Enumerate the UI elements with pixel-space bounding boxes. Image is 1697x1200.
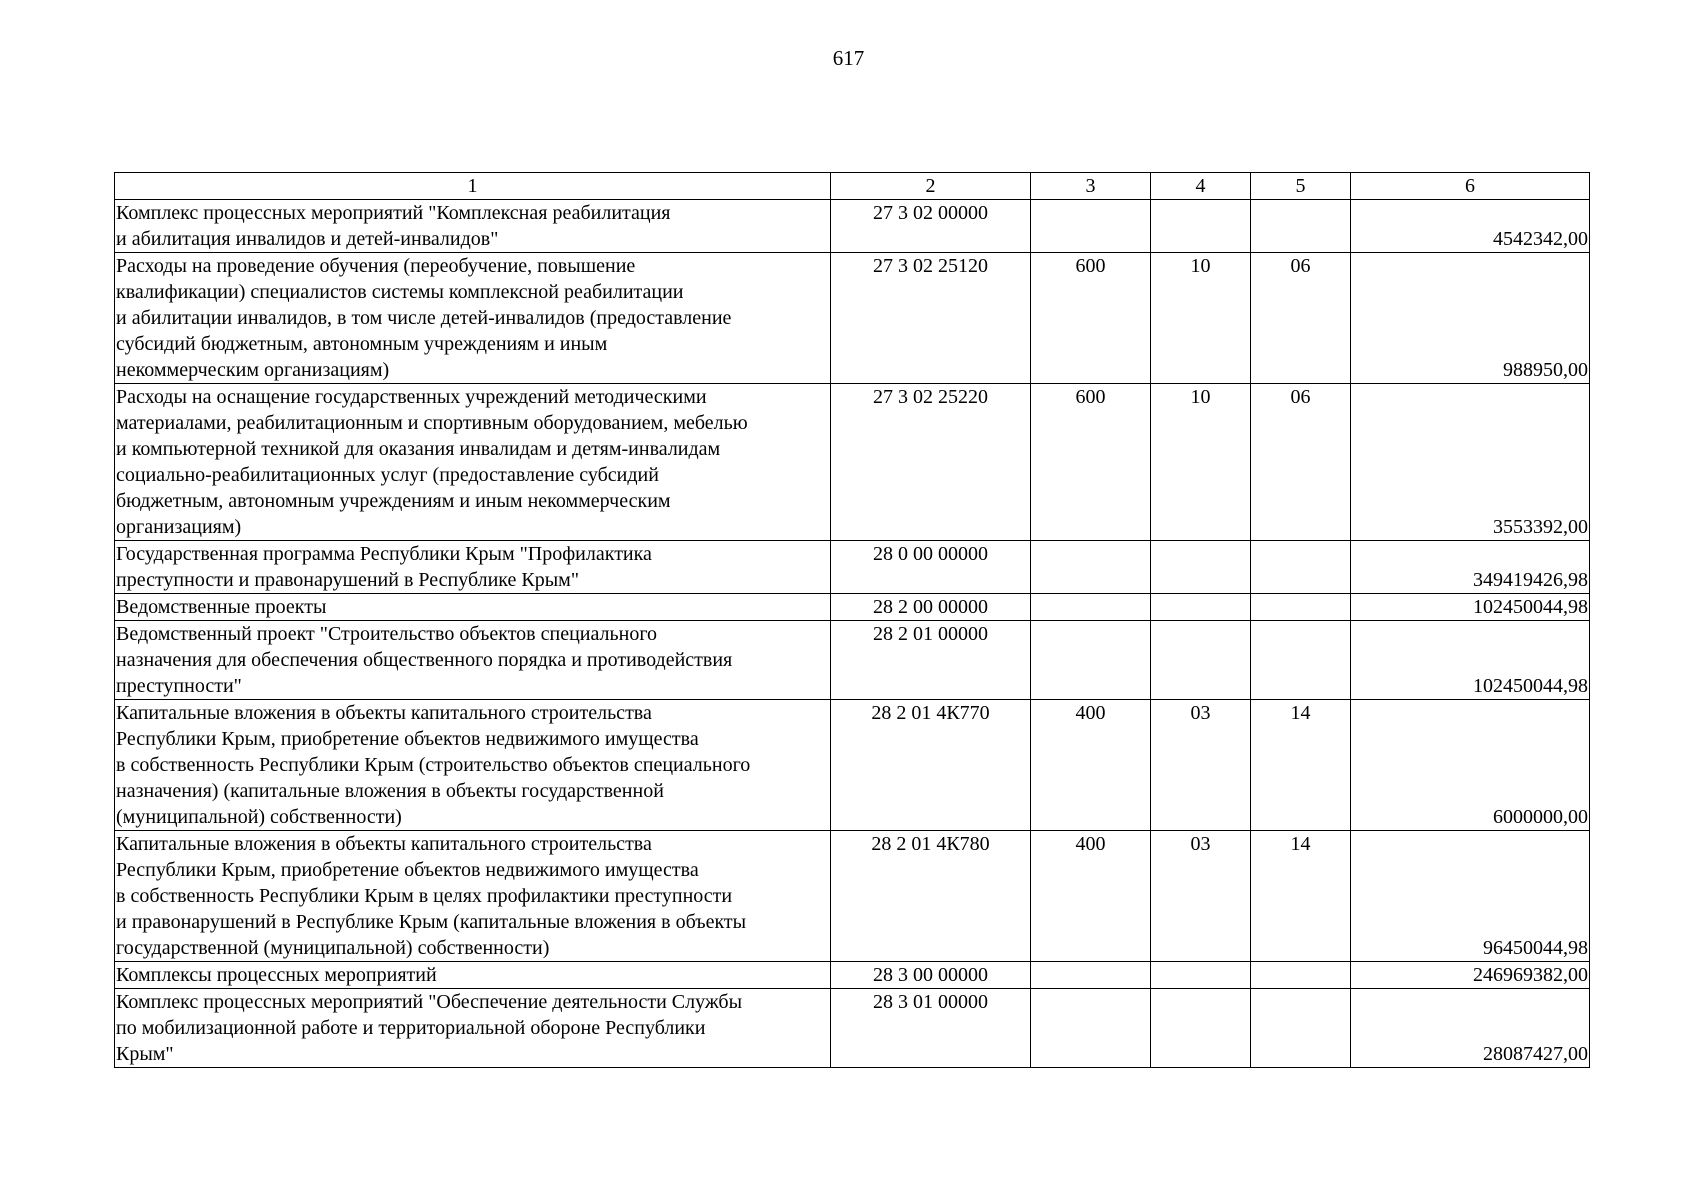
- row-expense-type-cell: [1031, 253, 1151, 384]
- row-code-cell: [831, 962, 1031, 989]
- row-expense-type-cell: [1031, 700, 1151, 831]
- header-cell: 4: [1151, 173, 1251, 200]
- row-expense-type-cell: [1031, 989, 1151, 1068]
- row-amount-cell: [1351, 621, 1590, 700]
- row-name-cell: [115, 541, 831, 594]
- table-row: [115, 700, 1590, 831]
- row-name-cell-text: Комплексы процессных мероприятий: [116, 964, 437, 986]
- header-cell: 5: [1251, 173, 1351, 200]
- row-name-cell-text: Ведомственный проект "Строительство объектов специального назначения для обеспечения общественного порядка и противодействия преступности": [116, 623, 733, 697]
- table-row: [115, 541, 1590, 594]
- row-subsection-cell: [1251, 200, 1351, 253]
- header-cell: 2: [831, 173, 1031, 200]
- table-row: [115, 989, 1590, 1068]
- row-code-cell-text: 27 3 02 25220: [873, 386, 988, 408]
- row-code-cell-text: 28 2 01 4К770: [871, 702, 990, 724]
- row-code-cell: [831, 621, 1031, 700]
- row-subsection-cell: [1251, 831, 1351, 962]
- row-subsection-cell: [1251, 700, 1351, 831]
- row-section-cell-text: 03: [1190, 702, 1211, 724]
- row-amount-cell-text: 102450044,98: [1473, 596, 1588, 618]
- row-amount-cell: [1351, 253, 1590, 384]
- row-code-cell: [831, 200, 1031, 253]
- row-expense-type-cell: [1031, 200, 1151, 253]
- row-name-cell-text: Комплекс процессных мероприятий "Комплексная реабилитация и абилитация инвалидов и детей-инвалидов": [116, 202, 671, 250]
- row-amount-cell-text: 102450044,98: [1473, 675, 1588, 697]
- row-code-cell-text: 28 3 01 00000: [873, 991, 988, 1013]
- row-section-cell: [1151, 962, 1251, 989]
- row-section-cell: [1151, 621, 1251, 700]
- header-cell: 1: [115, 173, 831, 200]
- row-amount-cell: [1351, 700, 1590, 831]
- budget-table: [114, 172, 1590, 1068]
- row-amount-cell-text: 988950,00: [1503, 359, 1588, 381]
- table-row: [115, 384, 1590, 541]
- row-name-cell: [115, 253, 831, 384]
- row-section-cell: [1151, 253, 1251, 384]
- row-section-cell: [1151, 200, 1251, 253]
- row-expense-type-cell: [1031, 541, 1151, 594]
- row-expense-type-cell: [1031, 594, 1151, 621]
- table-row: [115, 253, 1590, 384]
- row-subsection-cell: [1251, 962, 1351, 989]
- row-amount-cell-text: 246969382,00: [1473, 964, 1588, 986]
- row-code-cell-text: 28 3 00 00000: [873, 964, 988, 986]
- row-amount-cell: [1351, 541, 1590, 594]
- row-name-cell: [115, 200, 831, 253]
- row-name-cell-text: Капитальные вложения в объекты капитального строительства Республики Крым, приобретение объектов недвижимого имущества в собственность Республики Крым (строительство объектов специального назначения) (капитальные вложения в объекты государственной (муниципальной) собственности): [116, 702, 751, 828]
- row-section-cell-text: 10: [1190, 255, 1211, 277]
- row-amount-cell: [1351, 200, 1590, 253]
- row-section-cell: [1151, 700, 1251, 831]
- row-code-cell: [831, 700, 1031, 831]
- row-expense-type-cell: [1031, 621, 1151, 700]
- row-amount-cell-text: 4542342,00: [1493, 228, 1588, 250]
- row-expense-type-cell-text: 600: [1075, 255, 1106, 277]
- row-expense-type-cell: [1031, 962, 1151, 989]
- row-expense-type-cell: [1031, 831, 1151, 962]
- row-amount-cell-text: 3553392,00: [1493, 516, 1588, 538]
- table-row: [115, 594, 1590, 621]
- row-name-cell: [115, 594, 831, 621]
- row-amount-cell-text: 28087427,00: [1483, 1043, 1588, 1065]
- row-code-cell-text: 28 2 00 00000: [873, 596, 988, 618]
- table-row: [115, 621, 1590, 700]
- row-section-cell: [1151, 989, 1251, 1068]
- row-subsection-cell-text: 14: [1290, 702, 1311, 724]
- row-expense-type-cell-text: 400: [1075, 702, 1106, 724]
- row-name-cell: [115, 831, 831, 962]
- row-code-cell: [831, 831, 1031, 962]
- row-subsection-cell: [1251, 253, 1351, 384]
- row-code-cell-text: 28 0 00 00000: [873, 543, 988, 565]
- row-code-cell: [831, 541, 1031, 594]
- page-number: 617: [832, 46, 865, 70]
- header-cell: 6: [1351, 173, 1590, 200]
- row-code-cell-text: 28 2 01 4К780: [871, 833, 990, 855]
- row-name-cell-text: Капитальные вложения в объекты капитального строительства Республики Крым, приобретение объектов недвижимого имущества в собственность Республики Крым в целях профилактики преступности и правонарушений в Республике Крым (капитальные вложения в объекты государственной (муниципальной) собственности): [116, 833, 747, 959]
- row-section-cell-text: 03: [1190, 833, 1211, 855]
- row-name-cell: [115, 700, 831, 831]
- table-body: [115, 200, 1590, 1068]
- row-name-cell-text: Расходы на оснащение государственных учреждений методическими материалами, реабилитационным и спортивным оборудованием, мебелью и компьютерной техникой для оказания инвалидам и детям-инвалидам социально-реабилитационных услуг (предоставление субсидий бюджетным, автономным учреждениям и иным некоммерческим организациям): [116, 386, 748, 538]
- row-name-cell-text: Расходы на проведение обучения (переобучение, повышение квалификации) специалистов системы комплексной реабилитации и абилитации инвалидов, в том числе детей-инвалидов (предоставление субсидий бюджетным, автономным учреждениям и иным некоммерческим организациям): [116, 255, 732, 381]
- row-code-cell-text: 27 3 02 25120: [873, 255, 988, 277]
- table-row: [115, 200, 1590, 253]
- row-name-cell: [115, 989, 831, 1068]
- row-subsection-cell: [1251, 541, 1351, 594]
- row-section-cell: [1151, 541, 1251, 594]
- header-row: [115, 173, 1590, 200]
- row-amount-cell: [1351, 384, 1590, 541]
- row-expense-type-cell-text: 400: [1075, 833, 1106, 855]
- header-cell: 3: [1031, 173, 1151, 200]
- row-amount-cell-text: 6000000,00: [1493, 806, 1588, 828]
- row-code-cell-text: 27 3 02 00000: [873, 202, 988, 224]
- row-code-cell: [831, 989, 1031, 1068]
- row-amount-cell: [1351, 962, 1590, 989]
- row-subsection-cell: [1251, 621, 1351, 700]
- row-name-cell: [115, 621, 831, 700]
- row-expense-type-cell-text: 600: [1075, 386, 1106, 408]
- row-subsection-cell: [1251, 594, 1351, 621]
- row-amount-cell: [1351, 594, 1590, 621]
- row-code-cell: [831, 594, 1031, 621]
- row-code-cell: [831, 253, 1031, 384]
- row-subsection-cell-text: 06: [1290, 386, 1311, 408]
- table-row: [115, 962, 1590, 989]
- row-name-cell-text: Ведомственные проекты: [116, 596, 327, 618]
- row-subsection-cell-text: 06: [1290, 255, 1311, 277]
- row-name-cell: [115, 384, 831, 541]
- row-amount-cell-text: 96450044,98: [1483, 937, 1588, 959]
- table-row: [115, 831, 1590, 962]
- row-section-cell: [1151, 384, 1251, 541]
- row-subsection-cell: [1251, 989, 1351, 1068]
- row-subsection-cell: [1251, 384, 1351, 541]
- row-name-cell-text: Комплекс процессных мероприятий "Обеспечение деятельности Службы по мобилизационной работе и территориальной обороне Республики Крым": [116, 991, 743, 1065]
- row-amount-cell: [1351, 989, 1590, 1068]
- row-code-cell: [831, 384, 1031, 541]
- row-section-cell-text: 10: [1190, 386, 1211, 408]
- row-code-cell-text: 28 2 01 00000: [873, 623, 988, 645]
- row-amount-cell-text: 349419426,98: [1473, 569, 1588, 591]
- row-name-cell-text: Государственная программа Республики Крым "Профилактика преступности и правонарушений в Республике Крым": [116, 543, 652, 591]
- row-amount-cell: [1351, 831, 1590, 962]
- row-section-cell: [1151, 831, 1251, 962]
- row-section-cell: [1151, 594, 1251, 621]
- row-subsection-cell-text: 14: [1290, 833, 1311, 855]
- row-expense-type-cell: [1031, 384, 1151, 541]
- row-name-cell: [115, 962, 831, 989]
